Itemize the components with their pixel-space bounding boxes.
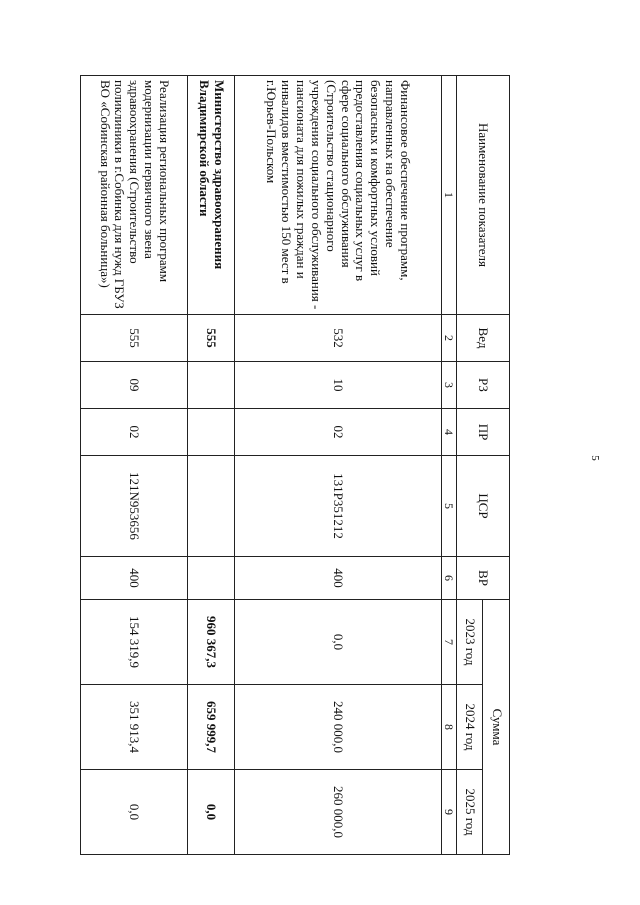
row-2024: 351 913,4 — [81, 685, 188, 770]
row-name: Финансовое обеспечение программ, направленных на обеспечение безопасных и комфортных условий предоставления социальных услуг в сфере социального обслуживания (Строительство стационарного учреждения социального обслуживания - пансионата для пожилых граждан и инвалидов вместимостью 150 мест в г.Юрьев-Польском — [234, 76, 441, 315]
row-ved: 555 — [81, 315, 188, 362]
row-pr: 02 — [234, 409, 441, 456]
header-csr: ЦСР — [456, 456, 509, 557]
header-rz: РЗ — [456, 362, 509, 409]
row-name: Министерство здравоохранения Владимирской области — [187, 76, 234, 315]
row-ved: 532 — [234, 315, 441, 362]
table-row — [234, 76, 441, 855]
row-csr: 131P351212 — [234, 456, 441, 557]
page-number: 5 — [588, 455, 601, 461]
row-vr: 400 — [81, 557, 188, 600]
header-ved: Вед — [456, 315, 509, 362]
colnum: 7 — [441, 600, 456, 685]
colnum: 9 — [441, 770, 456, 855]
colnum: 3 — [441, 362, 456, 409]
row-ved: 555 — [187, 315, 234, 362]
colnum: 6 — [441, 557, 456, 600]
colnum: 1 — [441, 76, 456, 315]
row-2025: 0,0 — [187, 770, 234, 855]
row-2025: 0,0 — [81, 770, 188, 855]
header-vr: ВР — [456, 557, 509, 600]
header-2023: 2023 год — [456, 600, 483, 685]
header-2024: 2024 год — [456, 685, 483, 770]
header-pr: ПР — [456, 409, 509, 456]
colnum: 8 — [441, 685, 456, 770]
header-sum: Сумма — [483, 600, 510, 855]
row-2024: 659 999,7 — [187, 685, 234, 770]
row-2024: 240 000,0 — [234, 685, 441, 770]
row-rz — [187, 362, 234, 409]
row-rz: 09 — [81, 362, 188, 409]
header-2025: 2025 год — [456, 770, 483, 855]
row-2023: 154 319,9 — [81, 600, 188, 685]
row-2023: 960 367,3 — [187, 600, 234, 685]
row-rz: 10 — [234, 362, 441, 409]
row-csr: 121N953656 — [81, 456, 188, 557]
table-row — [187, 76, 234, 855]
colnum: 5 — [441, 456, 456, 557]
row-pr — [187, 409, 234, 456]
row-csr — [187, 456, 234, 557]
header-row-1 — [483, 76, 510, 855]
row-pr: 02 — [81, 409, 188, 456]
column-number-row — [441, 76, 456, 855]
budget-table — [80, 75, 510, 855]
table-row — [81, 76, 188, 855]
colnum: 4 — [441, 409, 456, 456]
row-name: Реализация региональных программ модернизации первичного звена здравоохранения (Строительство поликлиники в г.Собинка для нужд ГБУЗ ВО «Собинская районная больница») — [81, 76, 188, 315]
row-2025: 260 000,0 — [234, 770, 441, 855]
row-vr — [187, 557, 234, 600]
row-vr: 400 — [234, 557, 441, 600]
row-2023: 0,0 — [234, 600, 441, 685]
header-name: Наименование показателя — [456, 76, 509, 315]
rotated-table-wrapper — [80, 75, 510, 855]
colnum: 2 — [441, 315, 456, 362]
